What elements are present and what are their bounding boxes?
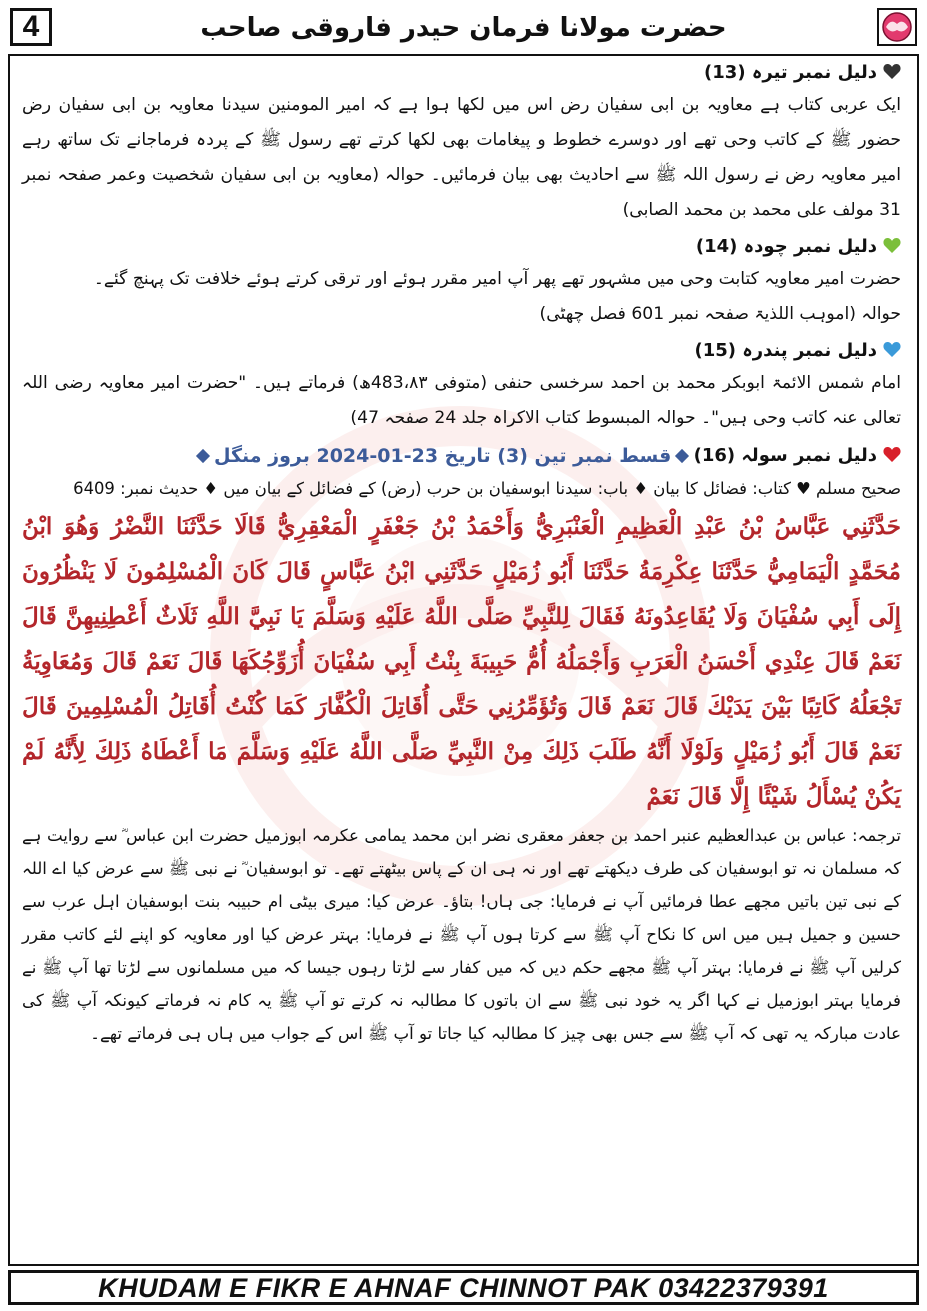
heart-icon — [883, 237, 901, 254]
footer-banner: KHUDAM E FIKR E AHNAF CHINNOT PAK 03422379391 — [8, 1270, 919, 1305]
section-15-heading — [22, 336, 901, 366]
page-number: 4 — [10, 8, 52, 46]
installment-text: قسط نمبر تین (3) تاریخ 23-01-2024 بروز منگل — [214, 445, 672, 467]
logo-icon — [877, 8, 917, 46]
heart-icon — [883, 341, 901, 358]
section-16-header-line — [22, 438, 901, 474]
page — [8, 6, 919, 1305]
section-15-title: دلیل نمبر پندرہ (15) — [694, 340, 877, 361]
section-16 — [10, 438, 917, 1050]
section-16-heading — [694, 441, 901, 471]
section-16-title: دلیل نمبر سولہ (16) — [693, 445, 877, 466]
page-title: حضرت مولانا فرمان حیدر فاروقی صاحب — [200, 13, 727, 43]
content-frame — [8, 54, 919, 1266]
diamond-icon — [675, 449, 689, 463]
section-13-heading — [22, 58, 901, 88]
heart-icon — [883, 63, 901, 80]
section-13 — [10, 58, 917, 228]
hadith-book-line: صحیح مسلم ♥ کتاب: فضائل کا بیان ♦ باب: سیدنا ابوسفیان بن حرب (رض) کے فضائل کے بیان میں ♦ حدیث نمبر: 6409 — [73, 479, 901, 498]
section-13-body: ایک عربی کتاب ہے معاویہ بن ابی سفیان رض اس میں لکھا ہوا ہے کہ امیر المومنین سیدنا معاویہ بن ابی سفیان رض حضور ﷺ کے کاتب وحی تھے اور دوسرے خطوط و پیغامات بھی لکھا کرتے تھے رسول ﷺ کے پردہ فرماجانے تک ساتھ رہے امیر معاویہ رض نے رسول اللہ ﷺ سے احادیث بھی بیان فرمائیں۔ حوالہ (معاویہ بن ابی سفیان شخصیت وعمر صفحہ نمبر 31 مولف علی محمد بن محمد الصابی) — [22, 95, 901, 220]
header — [8, 6, 919, 50]
section-15-body: امام شمس الائمۃ ابوبکر محمد بن احمد سرخسی حنفی (متوفی 483،۸۳ھ) فرماتے ہیں۔ "حضرت امیر معاویہ رضی اللہ تعالی عنہ کاتب وحی ہیں"۔ حوالہ المبسوط کتاب الاکراہ جلد 24 صفحہ 47) — [22, 373, 902, 428]
section-14-body: حضرت امیر معاویہ کتابت وحی میں مشہور تھے پھر آپ امیر مقرر ہوئے اور ترقی کرتے ہوئے خلافت تک پہنچ گئے۔ — [93, 269, 901, 289]
section-14-heading — [22, 232, 901, 262]
section-14 — [10, 232, 917, 332]
section-14-title: دلیل نمبر چودہ (14) — [695, 236, 877, 257]
hadith-arabic-text: حَدَّثَنِي عَبَّاسُ بْنُ عَبْدِ الْعَظِيمِ الْعَنْبَرِيُّ وَأَحْمَدُ بْنُ جَعْفَرٍ الْمَعْقِرِيُّ قَالَا حَدَّثَنَا النَّضْرُ وَهُوَ ابْنُ مُحَمَّدٍ الْيَمَامِيُّ حَدَّثَنَا عِكْرِمَةُ حَدَّثَنَا أَبُو زُمَيْلٍ حَدَّثَنِي ابْنُ عَبَّاسٍ قَالَ كَانَ الْمُسْلِمُونَ لَا يَنْظُرُونَ إِلَى أَبِي سُفْيَانَ وَلَا يُقَاعِدُونَهُ فَقَالَ لِلنَّبِيِّ صَلَّى اللَّهُ عَلَيْهِ وَسَلَّمَ يَا نَبِيَّ اللَّهِ ثَلَاثٌ أَعْطِنِيهِنَّ قَالَ نَعَمْ قَالَ عِنْدِي أَحْسَنُ الْعَرَبِ وَأَجْمَلُهُ أُمُّ حَبِيبَةَ بِنْتُ أَبِي سُفْيَانَ أُزَوِّجُكَهَا قَالَ نَعَمْ قَالَ وَمُعَاوِيَةُ تَجْعَلُهُ كَاتِبًا بَيْنَ يَدَيْكَ قَالَ نَعَمْ قَالَ وَتُؤَمِّرُنِي حَتَّى أُقَاتِلَ الْكُفَّارَ كَمَا كُنْتُ أُقَاتِلُ الْمُسْلِمِينَ قَالَ نَعَمْ قَالَ أَبُو زُمَيْلٍ وَلَوْلَا أَنَّهُ طَلَبَ ذَلِكَ مِنْ النَّبِيِّ صَلَّى اللَّهُ عَلَيْهِ وَسَلَّمَ مَا أَعْطَاهُ ذَلِكَ لِأَنَّهُ لَمْ يَكُنْ يُسْأَلُ شَيْئًا إِلَّا قَالَ نَعَمْ — [22, 513, 901, 810]
hadith-translation: ترجمہ: عباس بن عبدالعظیم عنبر احمد بن جعفر معقری نضر ابن محمد یمامی عکرمہ ابوزمیل حضرت ابن عباس ؓ سے روایت ہے کہ مسلمان نہ تو ابوسفیان کی طرف دیکھتے تھے اور نہ ہی ان کے پاس بیٹھتے تھے۔ تو ابوسفیان ؓ نے نبی ﷺ سے عرض کیا اے اللہ کے نبی تین باتیں مجھے عطا فرمائیں آپ نے فرمایا: جی ہاں! بتاؤ۔ عرض کیا: میری بیٹی ام حبیبہ بنت ابوسفیان اہل عرب سے حسین و جمیل ہیں میں اس کا نکاح آپ ﷺ سے کرتا ہوں آپ ﷺ نے فرمایا: بہتر عرض کیا اور معاویہ کو اپنے لئے کاتب مقرر کرلیں آپ ﷺ نے فرمایا: بہتر آپ ﷺ مجھے حکم دیں کہ میں کفار سے لڑتا رہوں جیسا کہ میں مسلمانوں سے لڑتا تھا آپ ﷺ نے فرمایا بہتر ابوزمیل نے کہا اگر یہ خود نبی ﷺ سے ان باتوں کا مطالبہ نہ کرتے تو آپ ﷺ یہ کام نہ فرماتے کیونکہ آپ ﷺ کی عادت مبارکہ یہ تھی کہ آپ ﷺ سے جس بھی چیز کا مطالبہ کیا جاتا تو آپ ﷺ اس کے جواب میں ہاں ہی فرماتے تھے۔ — [22, 826, 901, 1043]
section-15 — [10, 336, 917, 436]
installment-info — [192, 438, 693, 474]
diamond-icon — [196, 449, 210, 463]
section-13-title: دلیل نمبر تیرہ (13) — [704, 62, 877, 83]
heart-icon — [883, 446, 901, 463]
section-14-reference: حوالہ (اموہب اللذیۃ صفحہ نمبر 601 فصل چھٹی) — [539, 304, 901, 324]
